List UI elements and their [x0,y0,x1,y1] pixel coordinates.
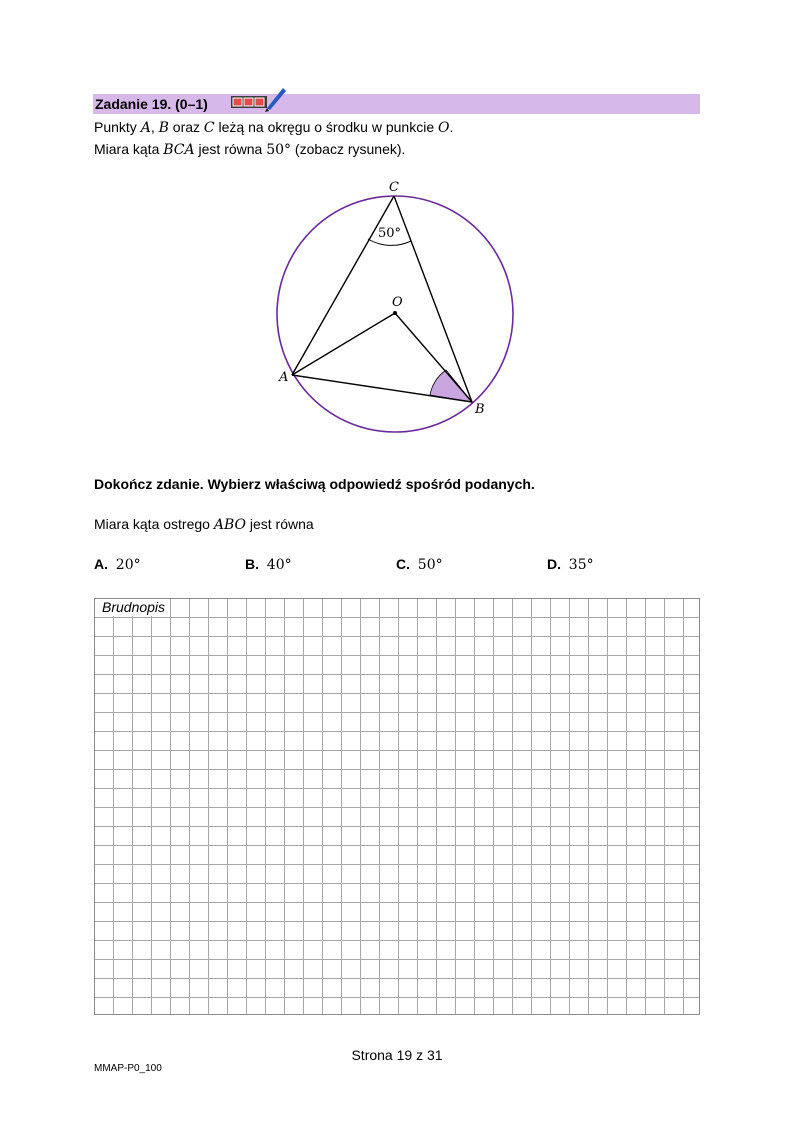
statement-line-2 [94,140,405,159]
point-c-symbol: C [203,120,215,136]
center-point [393,311,397,315]
text-segment: , [150,119,159,135]
statement-line-1 [94,118,453,137]
instruction: Dokończ zdanie. Wybierz właściwą odpowiedź spośród podanych. [94,476,535,492]
document-code: MMAP-P0_100 [94,1063,162,1074]
point-o-symbol: O [438,120,450,136]
angle-abo-symbol: ABO [213,517,246,533]
answer-letter: C. [396,556,410,572]
scratchpad-grid[interactable] [94,598,700,1015]
label-b: B [475,402,485,417]
text-segment: . [449,119,454,135]
task-header [93,94,700,114]
answer-option-d[interactable] [547,555,594,574]
answer-value: 35° [568,557,594,573]
label-a: A [279,370,289,385]
text-segment: Punkty [94,119,141,135]
text-segment: Miara kąta ostrego [94,516,214,532]
angle-bca-symbol: BCA [163,142,195,158]
angle-value: 50° [266,142,292,158]
question [94,515,314,534]
answer-option-c[interactable] [396,555,443,574]
task-title: Zadanie 19. (0–1) [95,96,208,112]
segment-ao [292,313,395,375]
point-b-symbol: B [158,120,169,136]
scratchpad-label: Brudnopis [102,599,169,616]
point-a-symbol: A [140,120,151,136]
answer-option-b[interactable] [245,555,292,574]
answer-letter: D. [547,556,561,572]
answer-option-a[interactable] [94,555,141,574]
text-segment: leżą na okręgu o środku w punkcie [214,119,438,135]
angle-c-label: 50° [378,226,402,241]
answer-value: 50° [417,557,443,573]
pencil-with-boxes-icon [231,86,287,114]
text-segment: jest równa [194,141,267,157]
answer-value: 40° [266,557,292,573]
segment-cb [394,196,472,402]
text-segment: jest równa [245,516,314,532]
text-segment: oraz [168,119,204,135]
page-number: Strona 19 z 31 [351,1047,443,1063]
answer-value: 20° [115,557,141,573]
text-segment: Miara kąta [94,141,164,157]
segment-ca [292,196,394,375]
label-o: O [392,295,403,310]
label-c: C [389,180,399,195]
answer-letter: B. [245,556,259,572]
answer-letter: A. [94,556,108,572]
grid-border [95,599,700,1015]
text-segment: (zobacz rysunek). [291,141,406,157]
circle-triangle-figure [270,176,520,438]
